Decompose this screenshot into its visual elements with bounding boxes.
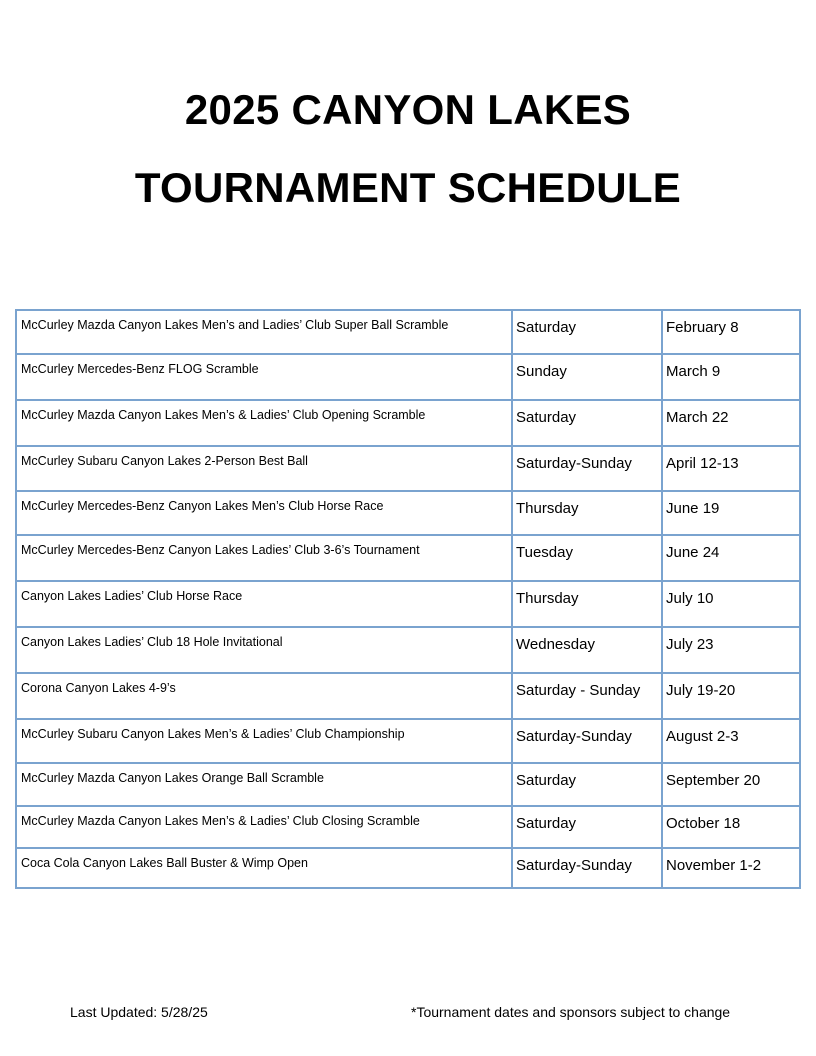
- day-cell: Saturday: [512, 400, 662, 446]
- table-row: [16, 806, 800, 848]
- day-cell: Thursday: [512, 581, 662, 627]
- event-cell: McCurley Mercedes-Benz FLOG Scramble: [16, 354, 512, 400]
- date-cell: August 2-3: [662, 719, 800, 763]
- date-cell: February 8: [662, 310, 800, 354]
- day-cell: Saturday - Sunday: [512, 673, 662, 719]
- table-row: [16, 627, 800, 673]
- last-updated-note: Last Updated: 5/28/25: [70, 1004, 208, 1020]
- day-cell: Saturday-Sunday: [512, 848, 662, 888]
- event-cell: Canyon Lakes Ladies’ Club Horse Race: [16, 581, 512, 627]
- date-cell: July 10: [662, 581, 800, 627]
- day-cell: Wednesday: [512, 627, 662, 673]
- event-cell: McCurley Mercedes-Benz Canyon Lakes Ladies’ Club 3-6’s Tournament: [16, 535, 512, 581]
- table-row: [16, 400, 800, 446]
- table-row: [16, 848, 800, 888]
- event-cell: Corona Canyon Lakes 4-9’s: [16, 673, 512, 719]
- table-row: [16, 491, 800, 535]
- day-cell: Saturday-Sunday: [512, 719, 662, 763]
- date-cell: March 9: [662, 354, 800, 400]
- event-cell: McCurley Mercedes-Benz Canyon Lakes Men’s Club Horse Race: [16, 491, 512, 535]
- day-cell: Thursday: [512, 491, 662, 535]
- date-cell: June 19: [662, 491, 800, 535]
- table-row: [16, 719, 800, 763]
- table-row: [16, 535, 800, 581]
- date-cell: March 22: [662, 400, 800, 446]
- event-cell: McCurley Mazda Canyon Lakes Men’s & Ladies’ Club Closing Scramble: [16, 806, 512, 848]
- day-cell: Sunday: [512, 354, 662, 400]
- event-cell: McCurley Mazda Canyon Lakes Men’s and Ladies’ Club Super Ball Scramble: [16, 310, 512, 354]
- disclaimer-note: *Tournament dates and sponsors subject to change: [411, 1004, 731, 1020]
- day-cell: Saturday: [512, 806, 662, 848]
- date-cell: June 24: [662, 535, 800, 581]
- day-cell: Saturday-Sunday: [512, 446, 662, 491]
- tournament-schedule-table: [15, 309, 801, 889]
- date-cell: July 19-20: [662, 673, 800, 719]
- page-title-line-1: 2025 CANYON LAKES: [184, 86, 632, 133]
- event-cell: McCurley Mazda Canyon Lakes Orange Ball Scramble: [16, 763, 512, 806]
- event-cell: Canyon Lakes Ladies’ Club 18 Hole Invitational: [16, 627, 512, 673]
- date-cell: October 18: [662, 806, 800, 848]
- date-cell: November 1-2: [662, 848, 800, 888]
- table-row: [16, 446, 800, 491]
- event-cell: McCurley Subaru Canyon Lakes 2-Person Best Ball: [16, 446, 512, 491]
- day-cell: Tuesday: [512, 535, 662, 581]
- page-title-line-2: TOURNAMENT SCHEDULE: [134, 164, 682, 211]
- date-cell: July 23: [662, 627, 800, 673]
- event-cell: McCurley Subaru Canyon Lakes Men’s & Ladies’ Club Championship: [16, 719, 512, 763]
- table-row: [16, 763, 800, 806]
- event-cell: McCurley Mazda Canyon Lakes Men’s & Ladies’ Club Opening Scramble: [16, 400, 512, 446]
- table-row: [16, 354, 800, 400]
- table-row: [16, 581, 800, 627]
- day-cell: Saturday: [512, 310, 662, 354]
- table-row: [16, 310, 800, 354]
- date-cell: April 12-13: [662, 446, 800, 491]
- day-cell: Saturday: [512, 763, 662, 806]
- date-cell: September 20: [662, 763, 800, 806]
- event-cell: Coca Cola Canyon Lakes Ball Buster & Wimp Open: [16, 848, 512, 888]
- table-row: [16, 673, 800, 719]
